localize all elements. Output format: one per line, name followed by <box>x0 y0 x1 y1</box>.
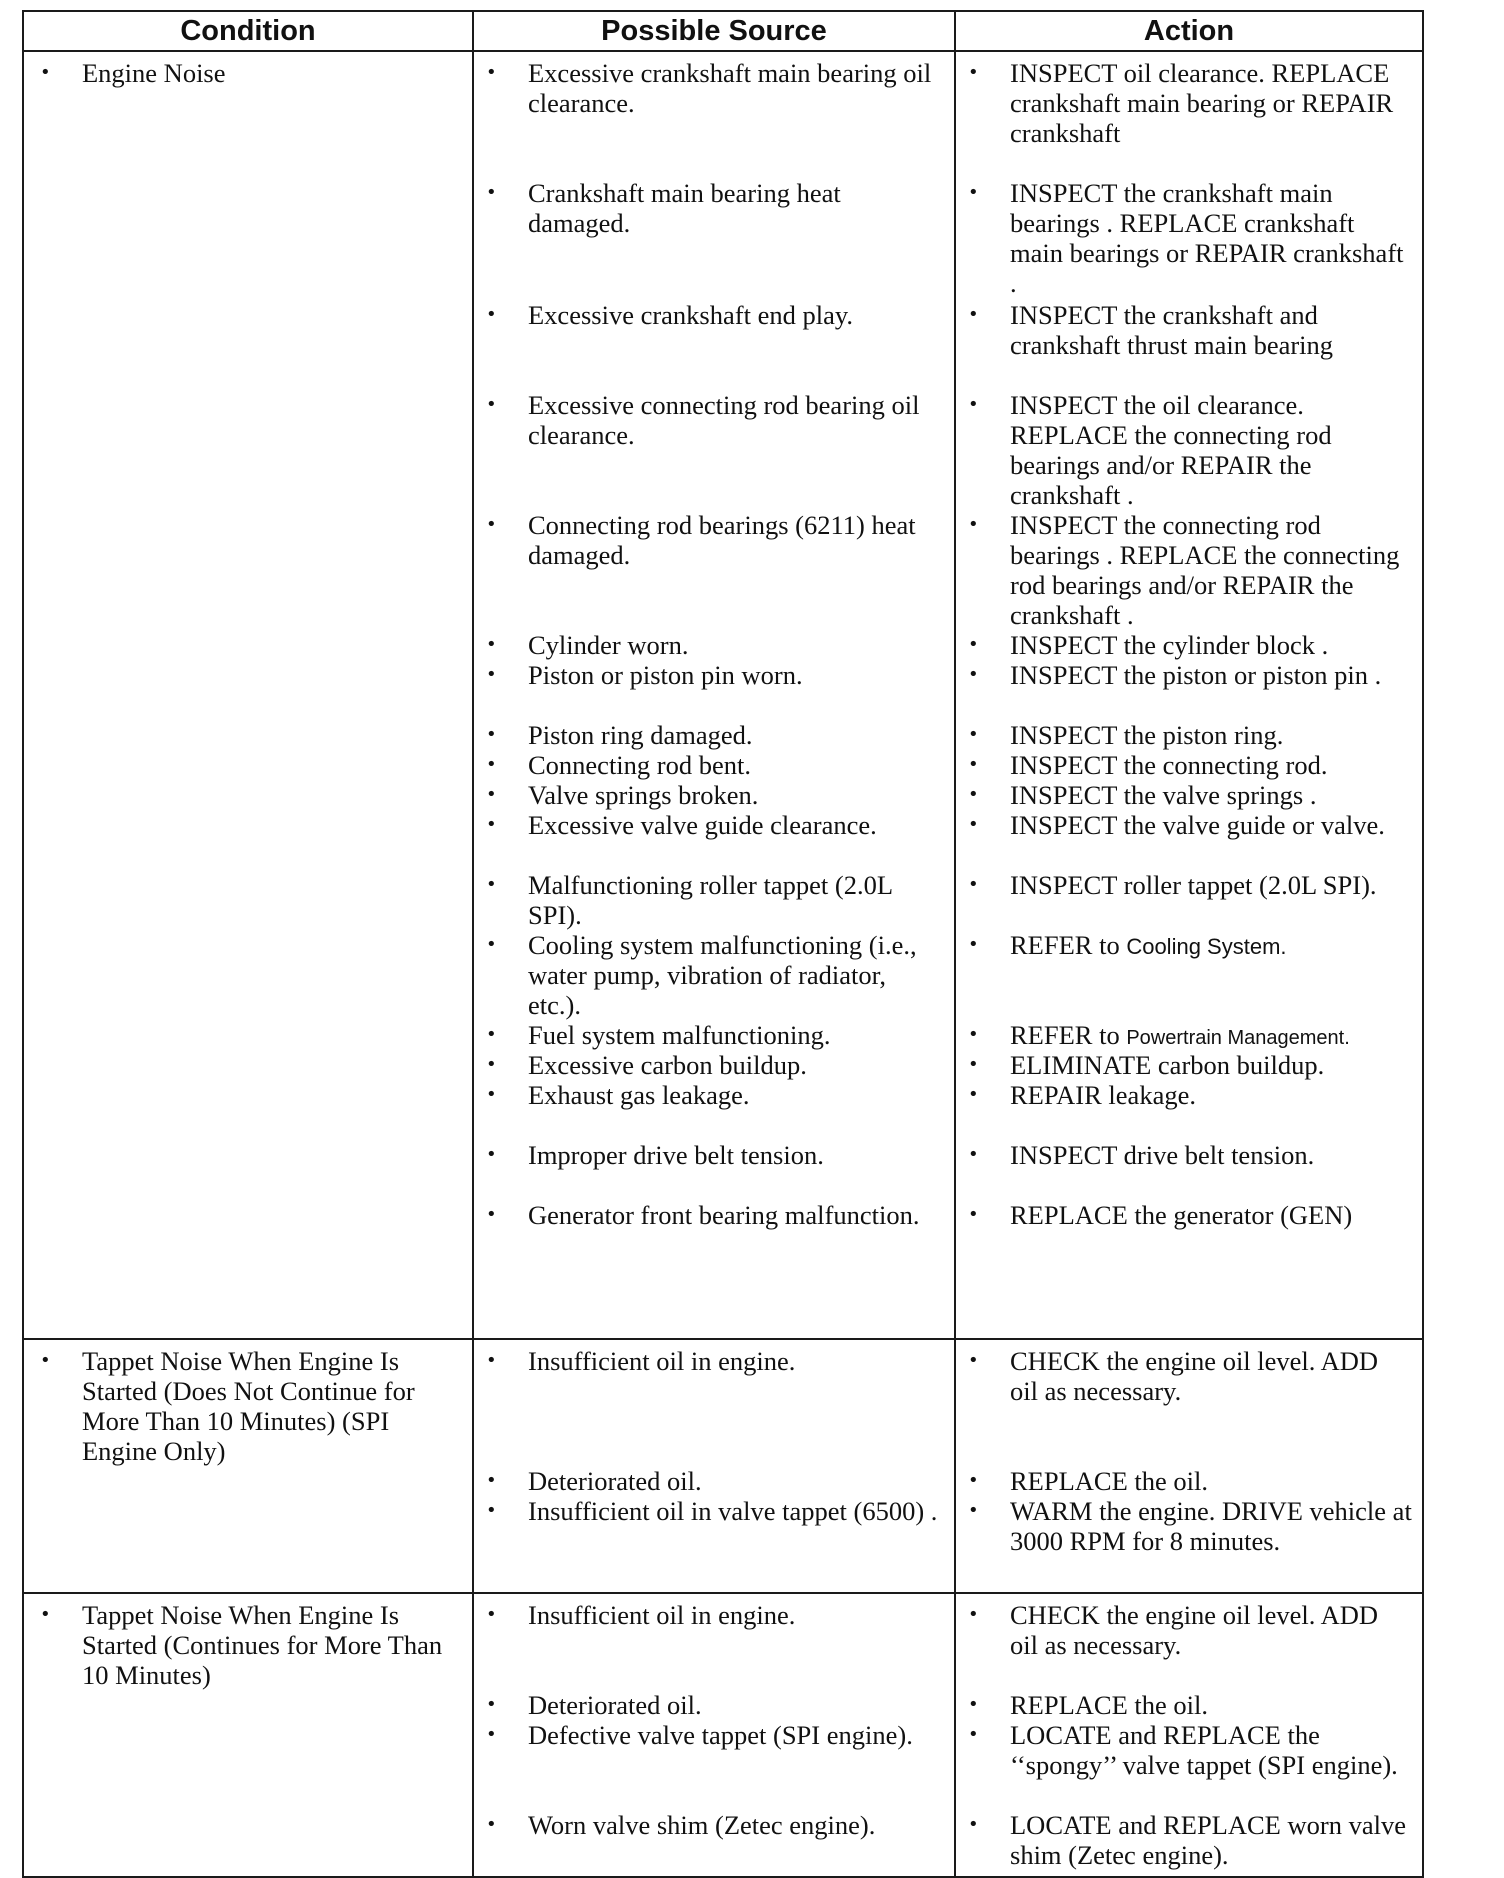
action-text: INSPECT the connecting rod. <box>1010 750 1328 780</box>
table-header-row <box>23 11 1423 51</box>
source-text: Excessive valve guide clearance. <box>528 810 877 840</box>
bullet: • <box>968 664 979 685</box>
table-row <box>23 1593 1423 1877</box>
action-text: REPLACE the oil. <box>1010 1690 1209 1720</box>
source-text: Malfunctioning roller tappet (2.0L SPI). <box>528 870 893 930</box>
action-text: REPLACE the oil. <box>1010 1466 1209 1496</box>
bullet: • <box>486 62 497 83</box>
condition-text: Tappet Noise When Engine Is Started (Does Not Continue for More Than 10 Minutes) (SPI Engine Only) <box>82 1346 415 1466</box>
bullet: • <box>486 1144 497 1165</box>
condition-cell <box>23 1339 473 1593</box>
action-text: INSPECT oil clearance. REPLACE crankshaft main bearing or REPAIR crankshaft <box>1010 58 1394 148</box>
action-cell <box>955 51 1423 1339</box>
source-text: Fuel system malfunctioning. <box>528 1020 831 1050</box>
header-condition: Condition <box>23 11 473 51</box>
bullet: • <box>486 814 497 835</box>
source-text: Exhaust gas leakage. <box>528 1080 750 1110</box>
bullet: • <box>486 394 497 415</box>
bullet: • <box>486 1724 497 1745</box>
action-text <box>1010 1020 1412 1053</box>
condition-cell <box>23 1593 473 1877</box>
bullet: • <box>486 724 497 745</box>
bullet: • <box>486 634 497 655</box>
bullet: • <box>486 1814 497 1835</box>
source-text: Deteriorated oil. <box>528 1466 702 1496</box>
diagnosis-page <box>22 10 1422 1878</box>
bullet: • <box>486 1470 497 1491</box>
cross-reference: Powertrain Management. <box>1126 1027 1350 1049</box>
source-cell <box>473 51 955 1339</box>
action-text: INSPECT the oil clearance. REPLACE the connecting rod bearings and/or REPAIR the crankshaft . <box>1010 390 1332 510</box>
source-text: Excessive crankshaft end play. <box>528 300 853 330</box>
bullet: • <box>968 754 979 775</box>
action-text: WARM the engine. DRIVE vehicle at 3000 RPM for 8 minutes. <box>1010 1496 1412 1556</box>
bullet: • <box>486 1084 497 1105</box>
source-text: Crankshaft main bearing heat damaged. <box>528 178 841 238</box>
bullet: • <box>968 182 979 203</box>
bullet: • <box>968 1350 979 1371</box>
action-text: INSPECT the valve springs . <box>1010 780 1317 810</box>
bullet: • <box>968 1144 979 1165</box>
source-text: Generator front bearing malfunction. <box>528 1200 920 1230</box>
bullet: • <box>486 784 497 805</box>
bullet: • <box>40 1350 51 1371</box>
bullet: • <box>486 874 497 895</box>
source-text: Insufficient oil in engine. <box>528 1600 796 1630</box>
source-text: Cooling system malfunctioning (i.e., water pump, vibration of radiator, etc.). <box>528 930 917 1020</box>
source-text: Insufficient oil in valve tappet (6500) . <box>528 1496 938 1526</box>
source-text: Defective valve tappet (SPI engine). <box>528 1720 913 1750</box>
bullet: • <box>40 62 51 83</box>
bullet: • <box>486 1204 497 1225</box>
table-row <box>23 51 1423 1339</box>
bullet: • <box>968 1500 979 1521</box>
bullet: • <box>40 1604 51 1625</box>
action-cell <box>955 1593 1423 1877</box>
bullet: • <box>968 514 979 535</box>
action-text: CHECK the engine oil level. ADD oil as necessary. <box>1010 1346 1378 1406</box>
bullet: • <box>486 1694 497 1715</box>
action-text: INSPECT the valve guide or valve. <box>1010 810 1385 840</box>
bullet: • <box>486 664 497 685</box>
action-text <box>1010 930 1412 962</box>
bullet: • <box>968 1024 979 1045</box>
action-text: CHECK the engine oil level. ADD oil as necessary. <box>1010 1600 1378 1660</box>
action-text: INSPECT the crankshaft and crankshaft thrust main bearing <box>1010 300 1334 360</box>
bullet: • <box>486 754 497 775</box>
bullet: • <box>486 514 497 535</box>
bullet: • <box>968 814 979 835</box>
bullet: • <box>486 1604 497 1625</box>
source-text: Insufficient oil in engine. <box>528 1346 796 1376</box>
source-text: Excessive crankshaft main bearing oil clearance. <box>528 58 932 118</box>
bullet: • <box>968 634 979 655</box>
bullet: • <box>486 1054 497 1075</box>
source-text: Cylinder worn. <box>528 630 689 660</box>
bullet: • <box>968 62 979 83</box>
bullet: • <box>486 182 497 203</box>
source-text: Deteriorated oil. <box>528 1690 702 1720</box>
action-verb: REFER to <box>1010 930 1120 960</box>
source-text: Valve springs broken. <box>528 780 759 810</box>
bullet: • <box>968 1724 979 1745</box>
bullet: • <box>486 1500 497 1521</box>
bullet: • <box>968 1204 979 1225</box>
bullet: • <box>968 394 979 415</box>
action-text: INSPECT the piston or piston pin . <box>1010 660 1382 690</box>
cross-reference: Cooling System. <box>1126 934 1287 959</box>
condition-cell <box>23 51 473 1339</box>
table-row <box>23 1339 1423 1593</box>
bullet: • <box>968 1054 979 1075</box>
source-text: Connecting rod bearings (6211) heat damaged. <box>528 510 916 570</box>
bullet: • <box>968 1470 979 1491</box>
bullet: • <box>968 1814 979 1835</box>
action-text: INSPECT drive belt tension. <box>1010 1140 1315 1170</box>
bullet: • <box>486 934 497 955</box>
bullet: • <box>968 1694 979 1715</box>
source-text: Excessive carbon buildup. <box>528 1050 807 1080</box>
bullet: • <box>968 784 979 805</box>
action-text: INSPECT the cylinder block . <box>1010 630 1329 660</box>
bullet: • <box>968 874 979 895</box>
action-text: INSPECT the crankshaft main bearings . REPLACE crankshaft main bearings or REPAIR crankshaft . <box>1010 178 1404 298</box>
source-text: Worn valve shim (Zetec engine). <box>528 1810 876 1840</box>
header-possible-source: Possible Source <box>473 11 955 51</box>
action-text: INSPECT roller tappet (2.0L SPI). <box>1010 870 1377 900</box>
source-cell <box>473 1593 955 1877</box>
action-text: INSPECT the connecting rod bearings . REPLACE the connecting rod bearings and/or REPAIR the crankshaft . <box>1010 510 1400 630</box>
bullet: • <box>968 1084 979 1105</box>
header-action: Action <box>955 11 1423 51</box>
action-text: LOCATE and REPLACE worn valve shim (Zetec engine). <box>1010 1810 1406 1870</box>
action-verb: REFER to <box>1010 1020 1120 1050</box>
diagnosis-table <box>22 10 1424 1878</box>
action-text: REPAIR leakage. <box>1010 1080 1196 1110</box>
source-text: Piston or piston pin worn. <box>528 660 803 690</box>
action-cell <box>955 1339 1423 1593</box>
bullet: • <box>968 724 979 745</box>
bullet: • <box>486 1024 497 1045</box>
source-text: Piston ring damaged. <box>528 720 753 750</box>
bullet: • <box>486 304 497 325</box>
bullet: • <box>968 304 979 325</box>
action-text: INSPECT the piston ring. <box>1010 720 1284 750</box>
source-text: Improper drive belt tension. <box>528 1140 824 1170</box>
condition-text: Engine Noise <box>82 58 226 88</box>
action-text: REPLACE the generator (GEN) <box>1010 1200 1353 1230</box>
source-text: Connecting rod bent. <box>528 750 751 780</box>
action-text: LOCATE and REPLACE the ‘‘spongy’’ valve tappet (SPI engine). <box>1010 1720 1398 1780</box>
bullet: • <box>968 1604 979 1625</box>
action-text: ELIMINATE carbon buildup. <box>1010 1050 1325 1080</box>
bullet: • <box>968 934 979 955</box>
source-text: Excessive connecting rod bearing oil clearance. <box>528 390 920 450</box>
condition-text: Tappet Noise When Engine Is Started (Continues for More Than 10 Minutes) <box>82 1600 443 1690</box>
source-cell <box>473 1339 955 1593</box>
bullet: • <box>486 1350 497 1371</box>
